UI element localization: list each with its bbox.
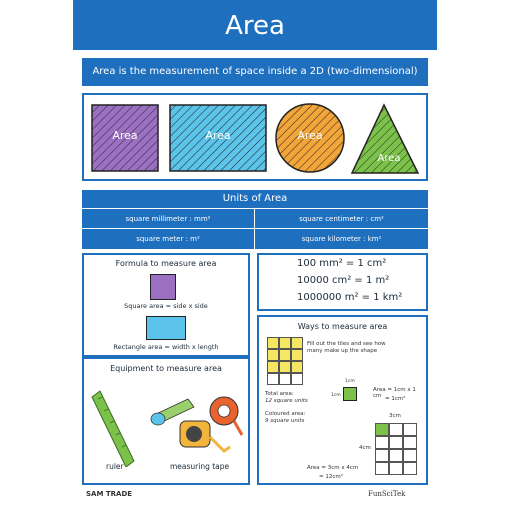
ruler-icon: [92, 391, 134, 467]
unit-m2: square meter : m²: [82, 229, 255, 249]
width-label: 3cm: [389, 413, 401, 419]
equipment-illustration: [84, 377, 248, 467]
formula-panel: [82, 253, 250, 357]
page-title: Area: [73, 0, 437, 50]
measuring-tape-icon: [151, 397, 242, 451]
height-label: 4cm: [359, 445, 371, 451]
unit-square: [343, 387, 357, 401]
unit-square-top-label: 1cm: [345, 379, 355, 384]
circle-area-label: Area: [297, 129, 323, 142]
rect-area-line2: = 12cm²: [319, 474, 343, 480]
square-formula: Square area = side x side: [124, 302, 208, 310]
total-area-label: Total area:: [265, 391, 294, 397]
units-panel: [82, 190, 428, 248]
triangle-area-label: Area: [377, 153, 401, 164]
formula-square: [150, 274, 176, 300]
conversion-m-km: 1000000 m² = 1 km²: [297, 292, 403, 303]
rect-grid: [375, 423, 417, 475]
unit-mm2: square millimeter : mm²: [82, 209, 255, 229]
rectangle-formula: Rectangle area = width x length: [113, 343, 219, 351]
shapes-panel: [82, 93, 428, 181]
equipment-heading: Equipment to measure area: [110, 364, 222, 373]
formula-heading: Formula to measure area: [115, 259, 217, 268]
unit-km2: square kilometer : km²: [255, 229, 428, 249]
ways-panel: [257, 315, 428, 485]
unit-area-line2: = 1cm²: [385, 396, 406, 402]
tile-grid: [267, 337, 303, 385]
rect-area-line1: Area = 3cm x 4cm: [307, 465, 359, 471]
conversion-cm-m: 10000 cm² = 1 m²: [297, 275, 390, 286]
ways-heading: Ways to measure area: [297, 322, 388, 331]
unit-cm2: square centimeter : cm²: [255, 209, 428, 229]
definition-banner: Area is the measurement of space inside a 2D (two-dimensional): [82, 58, 428, 86]
unit-square-side-label: 1cm: [331, 393, 341, 398]
conversion-mm-cm: 100 mm² = 1 cm²: [297, 258, 387, 269]
coloured-area-value: 9 square units: [265, 418, 305, 424]
rectangle-area-label: Area: [205, 129, 231, 142]
funscitek-logo: FunSciTek: [368, 490, 406, 498]
units-heading: Units of Area: [82, 190, 428, 208]
ruler-label: ruler: [106, 462, 124, 471]
coloured-area-label: Coloured area:: [265, 411, 306, 417]
conversions-panel: [257, 253, 428, 311]
unit-area-line1: Area = 1cm x 1 cm: [373, 387, 416, 399]
formula-rectangle: [146, 316, 186, 340]
measuring-tape-label: measuring tape: [170, 462, 230, 471]
square-area-label: Area: [112, 129, 138, 142]
equipment-panel: [82, 357, 250, 485]
total-area-value: 12 square units: [265, 398, 308, 404]
tile-instruction: Fill out the tiles and see how many make up the shape: [307, 341, 386, 354]
samtrade-logo: SAM TRADE: [86, 490, 133, 498]
